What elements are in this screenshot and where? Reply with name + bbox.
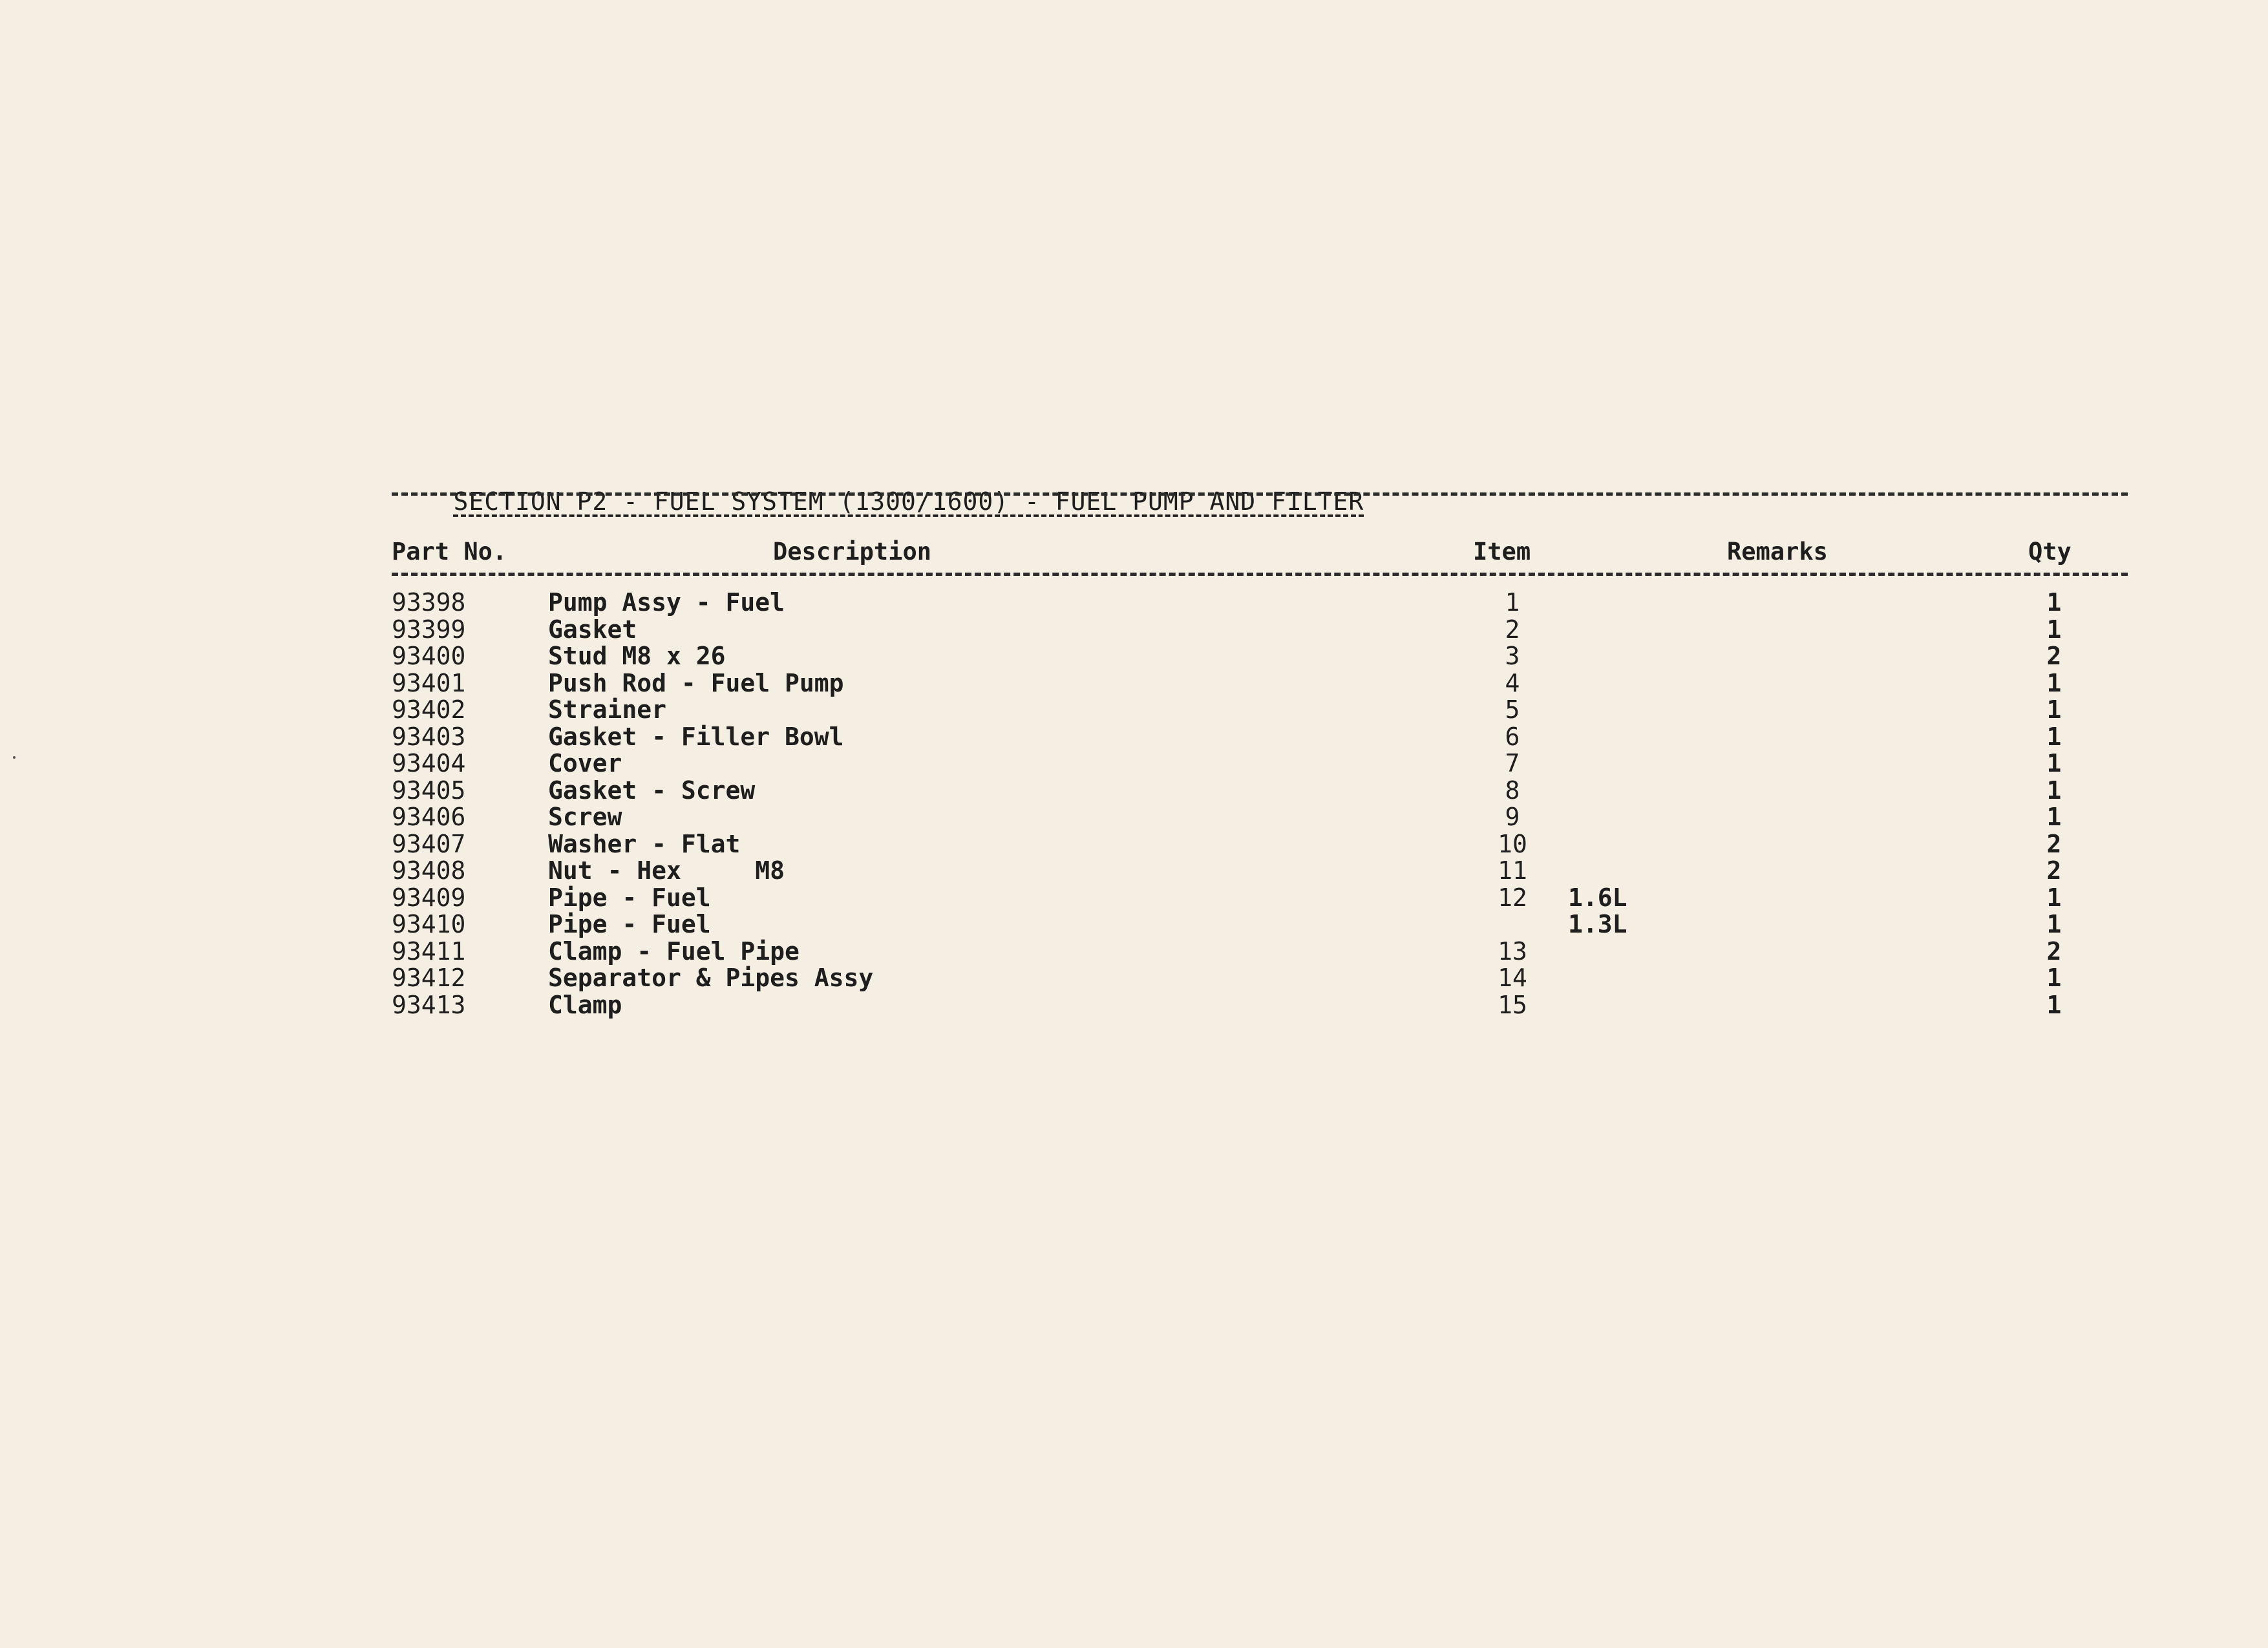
description-cell: Strainer bbox=[548, 695, 667, 724]
part-no-cell: 93411 bbox=[392, 936, 466, 966]
qty-cell: 1 bbox=[2046, 668, 2062, 697]
part-no-cell: 93409 bbox=[392, 883, 466, 912]
header-qty: Qty bbox=[2028, 538, 2072, 565]
item-cell: 2 bbox=[1505, 615, 1520, 644]
description-cell: Pump Assy - Fuel bbox=[548, 588, 785, 617]
item-cell: 3 bbox=[1505, 642, 1520, 670]
qty-cell: 1 bbox=[2046, 776, 2062, 805]
part-no-cell: 93399 bbox=[392, 615, 466, 644]
table-row bbox=[0, 670, 2268, 697]
part-no-cell: 93406 bbox=[392, 803, 466, 831]
header-remarks: Remarks bbox=[1727, 538, 1828, 565]
part-no-cell: 93405 bbox=[392, 776, 466, 805]
description-cell: Gasket - Filler Bowl bbox=[548, 722, 844, 751]
part-no-cell: 93400 bbox=[392, 642, 466, 670]
header-item: Item bbox=[1473, 538, 1531, 565]
section-title-text: SECTION P2 - FUEL SYSTEM (1300/1600) - FUEL PUMP AND FILTER bbox=[453, 487, 1364, 516]
description-cell: Pipe - Fuel bbox=[548, 883, 711, 912]
qty-cell: 1 bbox=[2046, 588, 2062, 617]
parts-table bbox=[0, 589, 2268, 1019]
table-row bbox=[0, 965, 2268, 992]
table-row bbox=[0, 643, 2268, 670]
description-cell: Gasket - Screw bbox=[548, 776, 756, 805]
qty-cell: 1 bbox=[2046, 964, 2062, 992]
description-cell: Washer - Flat bbox=[548, 829, 741, 858]
item-cell: 7 bbox=[1505, 749, 1520, 777]
table-row bbox=[0, 911, 2268, 938]
header-description: Description bbox=[773, 538, 932, 565]
part-no-cell: 93403 bbox=[392, 722, 466, 751]
item-cell: 8 bbox=[1505, 776, 1520, 805]
qty-cell: 1 bbox=[2046, 803, 2062, 831]
item-cell: 6 bbox=[1505, 722, 1520, 751]
description-cell: Clamp - Fuel Pipe bbox=[548, 936, 800, 966]
table-row bbox=[0, 885, 2268, 912]
item-cell: 11 bbox=[1498, 856, 1527, 885]
part-no-cell: 93413 bbox=[392, 990, 466, 1019]
part-no-cell: 93401 bbox=[392, 668, 466, 697]
qty-cell: 1 bbox=[2046, 615, 2062, 644]
item-cell: 10 bbox=[1498, 829, 1527, 858]
description-cell: Gasket bbox=[548, 615, 637, 644]
table-row bbox=[0, 831, 2268, 858]
qty-cell: 2 bbox=[2046, 829, 2062, 858]
item-cell: 5 bbox=[1505, 695, 1520, 724]
description-cell: Stud M8 x 26 bbox=[548, 642, 726, 670]
title-divider bbox=[392, 492, 2128, 496]
part-no-cell: 93407 bbox=[392, 829, 466, 858]
description-cell: Separator & Pipes Assy bbox=[548, 964, 874, 992]
description-cell: Clamp bbox=[548, 990, 622, 1019]
part-no-cell: 93402 bbox=[392, 695, 466, 724]
part-no-cell: 93404 bbox=[392, 749, 466, 777]
item-cell: 4 bbox=[1505, 668, 1520, 697]
qty-cell: 2 bbox=[2046, 936, 2062, 966]
item-cell: 1 bbox=[1505, 588, 1520, 617]
qty-cell: 1 bbox=[2046, 883, 2062, 912]
description-cell: Screw bbox=[548, 803, 622, 831]
table-row bbox=[0, 724, 2268, 751]
item-cell: 13 bbox=[1498, 936, 1527, 966]
header-divider bbox=[392, 573, 2128, 576]
item-cell: 12 bbox=[1498, 883, 1527, 912]
description-cell: Cover bbox=[548, 749, 622, 777]
item-cell: 15 bbox=[1498, 990, 1527, 1019]
item-cell: 14 bbox=[1498, 964, 1527, 992]
qty-cell: 1 bbox=[2046, 695, 2062, 724]
description-cell: Nut - Hex M8 bbox=[548, 856, 785, 885]
qty-cell: 1 bbox=[2046, 749, 2062, 777]
part-no-cell: 93412 bbox=[392, 964, 466, 992]
qty-cell: 2 bbox=[2046, 642, 2062, 670]
table-row bbox=[0, 589, 2268, 617]
qty-cell: 1 bbox=[2046, 990, 2062, 1019]
part-no-cell: 93410 bbox=[392, 910, 466, 938]
table-row bbox=[0, 617, 2268, 644]
table-row bbox=[0, 804, 2268, 831]
part-no-cell: 93398 bbox=[392, 588, 466, 617]
description-cell: Pipe - Fuel bbox=[548, 910, 711, 938]
table-row bbox=[0, 697, 2268, 724]
qty-cell: 2 bbox=[2046, 856, 2062, 885]
section-title bbox=[392, 459, 1364, 544]
table-row bbox=[0, 938, 2268, 966]
remarks-cell: 1.3L bbox=[1568, 910, 1627, 938]
remarks-cell: 1.6L bbox=[1568, 883, 1627, 912]
table-row bbox=[0, 992, 2268, 1019]
qty-cell: 1 bbox=[2046, 910, 2062, 938]
item-cell: 9 bbox=[1505, 803, 1520, 831]
table-row bbox=[0, 858, 2268, 885]
part-no-cell: 93408 bbox=[392, 856, 466, 885]
header-part-no: Part No. bbox=[392, 538, 507, 565]
table-row bbox=[0, 777, 2268, 805]
table-row bbox=[0, 750, 2268, 777]
qty-cell: 1 bbox=[2046, 722, 2062, 751]
description-cell: Push Rod - Fuel Pump bbox=[548, 668, 844, 697]
margin-mark bbox=[13, 756, 16, 759]
